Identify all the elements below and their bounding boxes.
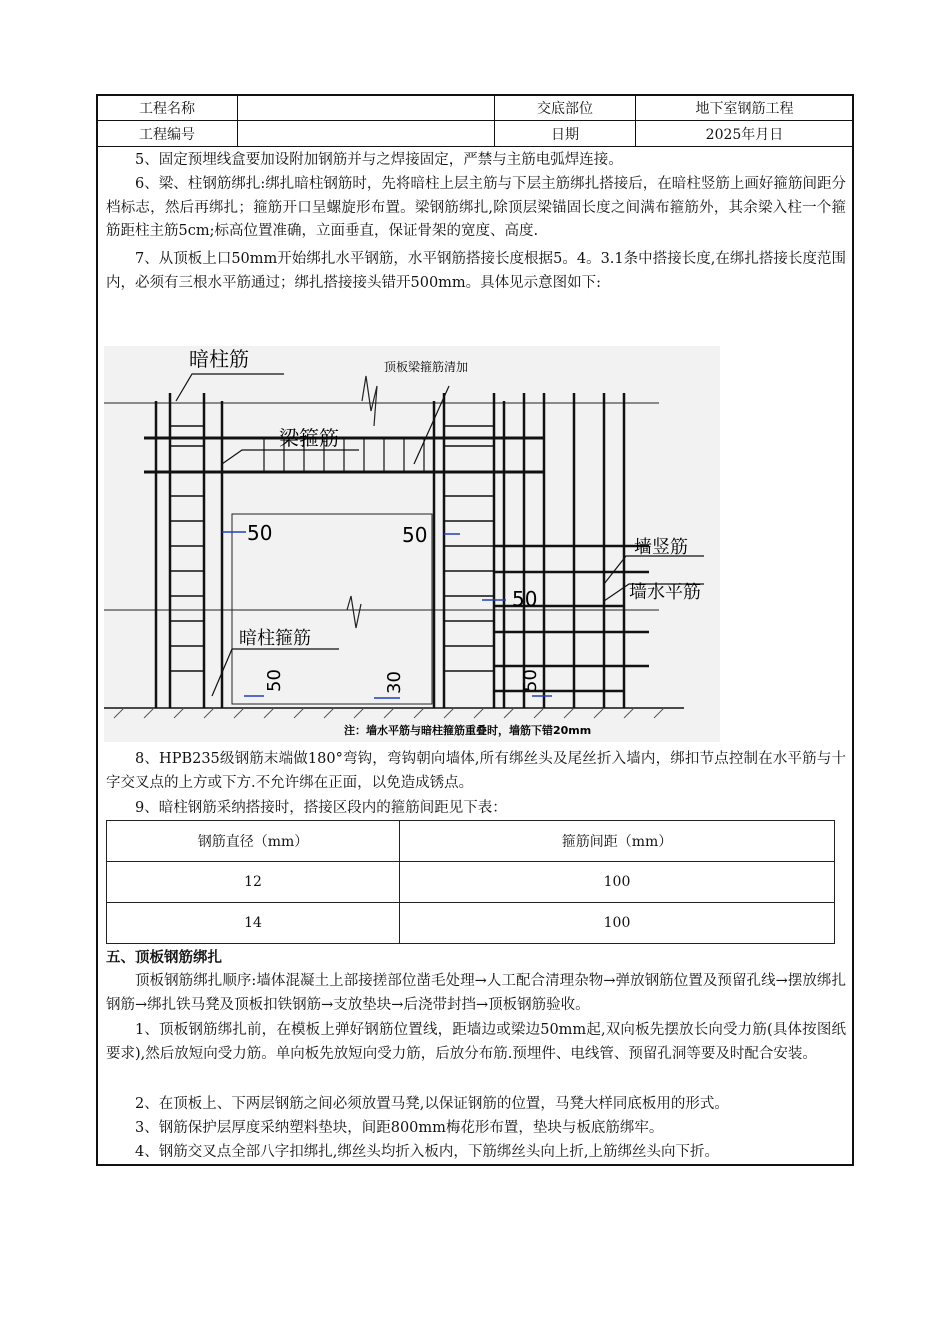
label-top-stirrup: 顶板梁箍筋清加 [384,360,469,374]
project-no-value [238,121,495,147]
cell-diameter: 14 [107,903,400,944]
date-label: 日期 [495,121,636,147]
label-wall-horizontal: 墙水平筋 [629,582,701,603]
date-value: 2025年月日 [636,121,854,147]
dim-50-side: 50 [512,587,538,611]
disclosure-part-label: 交底部位 [495,95,636,121]
table-row [107,862,835,903]
dim-50-right: 50 [402,523,428,547]
table-header-row [107,821,835,862]
section-5-order: 顶板钢筋绑扎顺序:墙体混凝土上部接搓部位凿毛处理→人工配合清理杂物→弹放钢筋位置及预留孔线→摆放绑扎钢筋→绑扎铁马凳及顶板扣铁钢筋→支放垫块→后浇带封挡→顶板钢筋验收。 [106,973,846,1013]
paragraph-8: 8、HPB235级钢筋末端做180°弯钩，弯钩朝向墙体,所有绑丝头及尾丝折入墙内，绑扣节点控制在水平筋与十字交叉点的上方或下方.不允许绑在正面，以免造成锈点。 [106,751,846,791]
stirrup-spacing-table [106,820,835,944]
dim-30-bottom: 30 [384,671,405,694]
paragraph-9: 9、暗柱钢筋采纳搭接时，搭接区段内的箍筋间距见下表： [135,800,507,816]
disclosure-part-value: 地下室钢筋工程 [636,95,854,121]
table-row [107,903,835,944]
project-no-label: 工程编号 [97,121,238,147]
dim-50-bottom-right: 50 [520,669,541,692]
section-5-item-1: 1、顶板钢筋绑扎前，在模板上弹好钢筋位置线，距墙边或梁边50mm起,双向板先摆放长向受力筋(具体按图纸要求),然后放短向受力筋。单向板先放短向受力筋，后放分布筋.预埋件、电线管、预留孔洞等要及时配合安装。 [106,1022,846,1062]
diagram-note: 注：墙水平筋与暗柱箍筋重叠时，墙筋下错20mm [344,724,592,737]
paragraph-7: 7、从顶板上口50mm开始绑扎水平钢筋，水平钢筋搭接长度根据5。4。3.1条中搭接长度,在绑扎搭接长度范围内，必须有三根水平筋通过；绑扎搭接接头错开500mm。具体见示意图如下: [106,251,846,291]
label-column-stirrup: 暗柱箍筋 [239,628,311,649]
section-5-item-2: 2、在顶板上、下两层钢筋之间必须放置马凳,以保证钢筋的位置，马凳大样同底板用的形式。 [135,1096,729,1112]
section-5-item-3: 3、钢筋保护层厚度采纳塑料垫块，间距800mm梅花形布置，垫块与板底筋绑牢。 [135,1120,664,1136]
paragraph-5: 5、固定预埋线盒要加设附加钢筋并与之焊接固定，严禁与主筋电弧焊连接。 [135,152,623,168]
header-table [96,94,854,147]
cell-diameter: 12 [107,862,400,903]
label-wall-vertical: 墙竖筋 [634,537,688,558]
dim-50-left: 50 [247,521,273,545]
dim-50-bottom-left: 50 [264,669,285,692]
cell-spacing: 100 [400,903,835,944]
rebar-diagram [104,346,720,742]
project-name-value [238,95,495,121]
header-spacing: 箍筋间距（mm） [400,821,835,862]
paragraph-6: 6、梁、柱钢筋绑扎:绑扎暗柱钢筋时，先将暗柱上层主筋与下层主筋绑扎搭接后，在暗柱竖筋上画好箍筋间距分档标志，然后再绑扎；箍筋开口呈螺旋形布置。梁钢筋绑扎,除顶层梁锚固长度之间满布箍筋外，其余梁入柱一个箍筋距柱主筋5cm;标高位置准确，立面垂直，保证骨架的宽度、高度. [106,176,846,239]
project-name-label: 工程名称 [97,95,238,121]
label-beam-stirrup: 梁箍筋 [279,426,339,450]
section-5-title: 五、顶板钢筋绑扎 [106,949,222,966]
section-5-item-4: 4、钢筋交叉点全部八字扣绑扎,绑丝头均折入板内，下筋绑丝头向上折,上筋绑丝头向下折。 [135,1144,719,1160]
cell-spacing: 100 [400,862,835,903]
label-anzhujin: 暗柱筋 [189,347,249,371]
header-diameter: 钢筋直径（mm） [107,821,400,862]
